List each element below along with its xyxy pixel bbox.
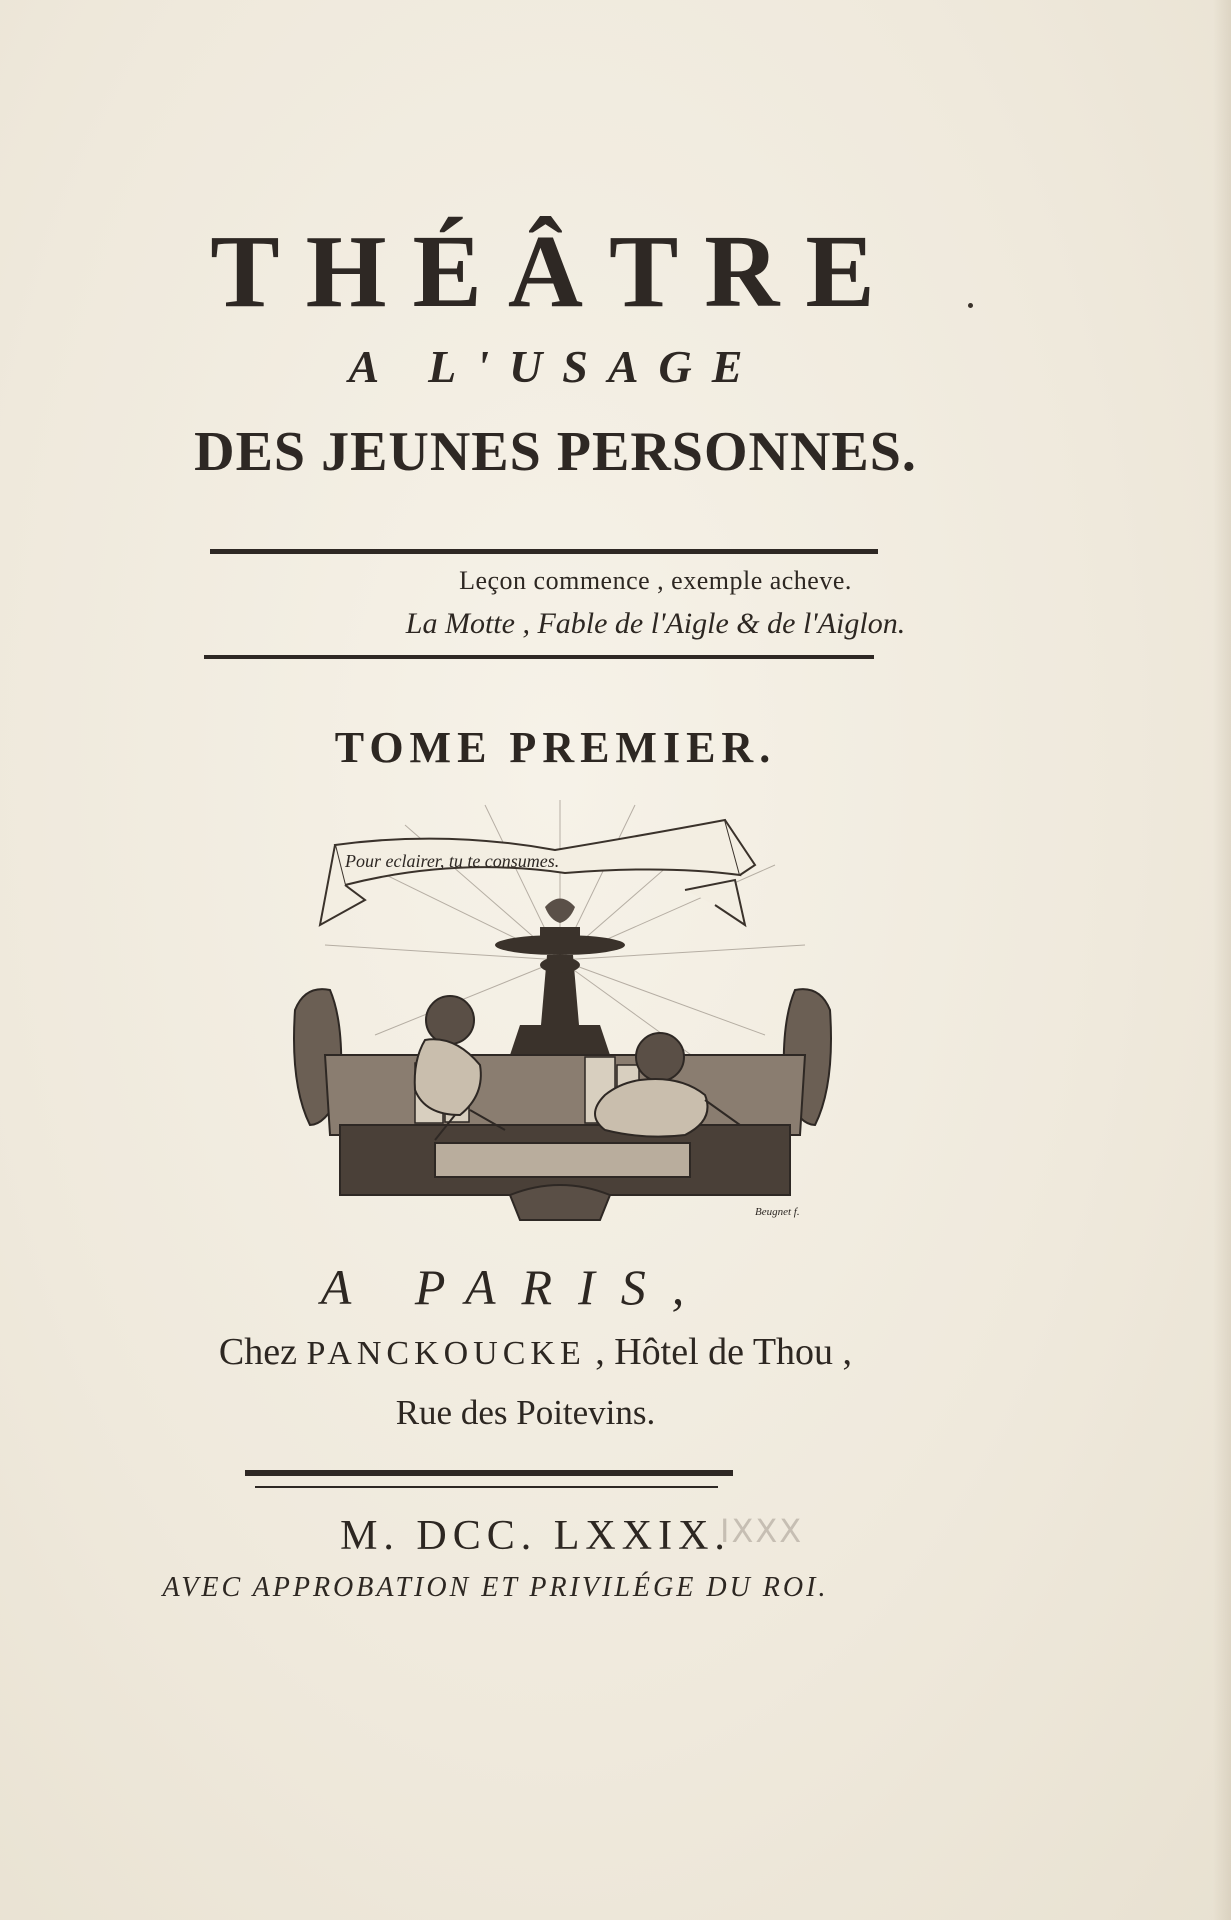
publication-date: M. DCC. LXXIX. [340,1513,731,1559]
banner-motto: Pour eclairer, tu te consumes. [345,851,560,871]
engraver-signature: Beugnet f. [755,1206,800,1218]
epigraph-bottom-rule [204,655,874,659]
engraved-vignette [285,795,845,1275]
volume-label: TOME PREMIER. [334,723,777,772]
epigraph-top-rule [210,549,878,554]
publisher-prefix: Chez [218,1331,307,1373]
banner-ribbon [320,820,755,925]
book-subtitle-audience: DES JEUNES PERSONNES. [194,421,917,483]
pencil-annotation: IXXX [720,1512,804,1550]
imprint-place: A PARIS, [320,1259,711,1315]
imprint-street: Rue des Poitevins. [395,1393,656,1432]
imprint-publisher [0,1330,1151,1374]
royal-privilege: AVEC APPROBATION ET PRIVILÉGE DU ROI. [162,1572,829,1603]
book-title: THÉÂTRE [210,214,901,329]
epigraph-line-2: La Motte , Fable de l'Aigle & de l'Aiglon. [405,607,906,640]
imprint-rule-thick [245,1470,733,1476]
book-subtitle: A L'USAGE [348,341,763,392]
publisher-suffix: , Hôtel de Thou , [585,1331,853,1373]
imprint-rule-thin [255,1486,718,1488]
page-edge-shadow [1213,0,1231,1920]
ink-speck [968,303,973,308]
publisher-name: PANCKOUCKE [306,1335,586,1372]
epigraph-line-1: Leçon commence , exemple acheve. [459,566,852,595]
